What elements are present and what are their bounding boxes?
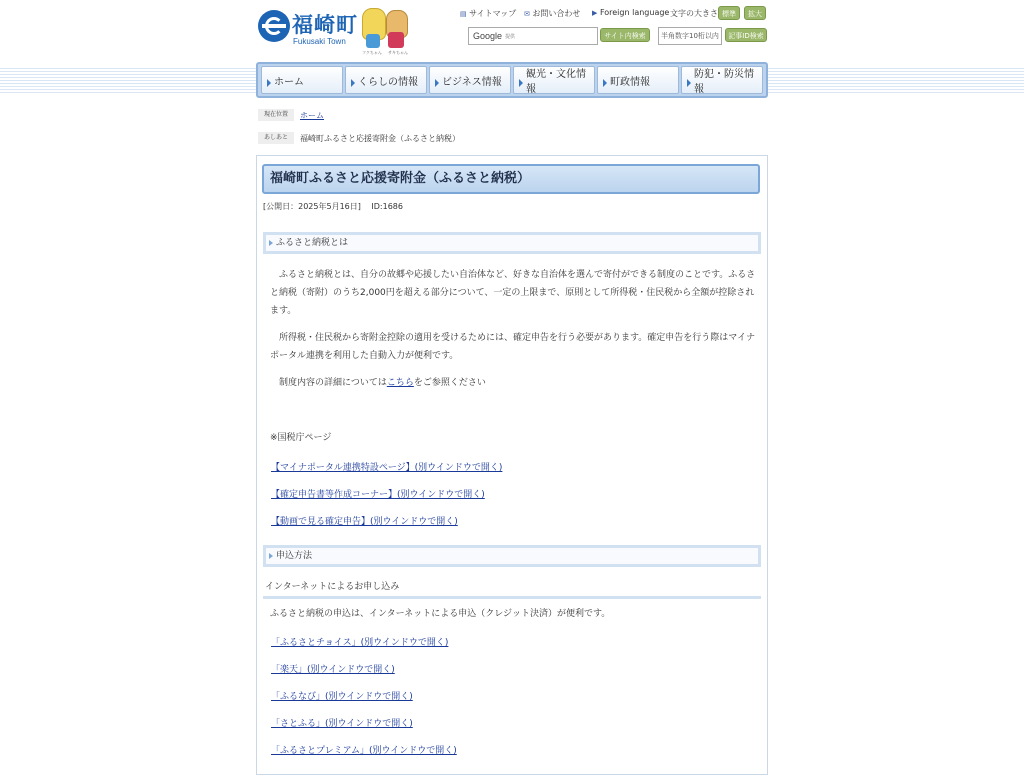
main-content bbox=[256, 155, 768, 775]
about-paragraph-3: 制度内容の詳細についてはこちらをご参照ください bbox=[270, 378, 486, 388]
rakuten-link[interactable]: 「楽天」(別ウインドウで開く) bbox=[271, 665, 395, 675]
about-paragraph-2: 所得税・住民税から寄附金控除の適用を受けるためには、確定申告を行う必要があります。確定申告を行う際はマイナポータル連携を利用した自動入力が便利です。 bbox=[270, 333, 756, 361]
sitemap-link[interactable]: ▤ サイトマップ bbox=[460, 9, 517, 18]
mascot-caption: フクちゃん bbox=[362, 50, 382, 55]
town-name[interactable]: 福崎町 bbox=[292, 13, 358, 37]
sitemap-icon: ▤ bbox=[460, 10, 467, 18]
site-search-input[interactable] bbox=[468, 27, 598, 45]
triangle-right-icon: ▶ bbox=[592, 9, 598, 17]
mail-icon: ✉ bbox=[524, 10, 530, 18]
text-size-label: 文字の大きさ bbox=[670, 9, 718, 18]
contact-link[interactable]: ✉ お問い合わせ bbox=[524, 9, 581, 18]
apply-paragraph: ふるさと納税の申込は、インターネットによる申込（クレジット決済）が便利です。 bbox=[270, 609, 611, 619]
text-size-standard-button[interactable]: 標準 bbox=[718, 6, 740, 20]
mascot-image bbox=[360, 4, 410, 54]
tax-return-link[interactable]: 【確定申告書等作成コーナー】(別ウインドウで開く) bbox=[271, 490, 485, 500]
furusato-premium-link[interactable]: 「ふるさとプレミアム」(別ウインドウで開く) bbox=[271, 746, 457, 756]
nav-item-tourism[interactable]: 観光・文化情報 bbox=[513, 66, 595, 94]
town-name-english: Fukusaki Town bbox=[293, 37, 346, 46]
article-id-search-button[interactable]: 記事ID検索 bbox=[725, 28, 767, 42]
nav-item-home[interactable]: ホーム bbox=[261, 66, 343, 94]
mascot-caption: サキちゃん bbox=[388, 50, 408, 55]
site-header bbox=[256, 0, 768, 64]
text-size-large-button[interactable]: 拡大 bbox=[744, 6, 766, 20]
nav-item-government[interactable]: 町政情報 bbox=[597, 66, 679, 94]
town-logo-icon[interactable] bbox=[258, 10, 290, 42]
nav-item-business[interactable]: ビジネス情報 bbox=[429, 66, 511, 94]
about-paragraph-1: ふるさと納税とは、自分の故郷や応援したい自治体など、好きな自治体を選んで寄付ができる制度のことです。ふるさと納税（寄附）のうち2,000円を超える部分について、一定の上限まで、原則として所得税・住民税から全額が控除されます。 bbox=[270, 270, 756, 316]
google-logo: Google bbox=[473, 31, 503, 41]
page-title: 福崎町ふるさと応援寄附金（ふるさと納税） bbox=[262, 164, 760, 194]
current-location-label: 現在位置 bbox=[258, 109, 294, 121]
nav-item-safety[interactable]: 防犯・防災情報 bbox=[681, 66, 763, 94]
article-id-input[interactable]: 半角数字10桁以内 bbox=[658, 27, 722, 45]
breadcrumb-home-link[interactable]: ホーム bbox=[300, 111, 324, 120]
section-heading-apply: 申込方法 bbox=[263, 545, 761, 567]
furusato-choice-link[interactable]: 「ふるさとチョイス」(別ウインドウで開く) bbox=[271, 638, 449, 648]
google-provided-label: 提供 bbox=[505, 34, 516, 40]
section-heading-about: ふるさと納税とは bbox=[263, 232, 761, 254]
satofull-link[interactable]: 「さとふる」(別ウインドウで開く) bbox=[271, 719, 413, 729]
publish-meta: [公開日：2025年5月16日] ID:1686 bbox=[263, 202, 403, 211]
tax-agency-label: ※国税庁ページ bbox=[270, 433, 332, 443]
furunavi-link[interactable]: 「ふるなび」(別ウインドウで開く) bbox=[271, 692, 413, 702]
subheading-internet: インターネットによるお申し込み bbox=[263, 579, 761, 599]
details-link[interactable]: こちら bbox=[386, 378, 414, 388]
nav-item-living[interactable]: くらしの情報 bbox=[345, 66, 427, 94]
global-nav bbox=[256, 62, 768, 98]
site-search-button[interactable]: サイト内検索 bbox=[600, 28, 650, 42]
tax-video-link[interactable]: 【動画で見る確定申告】(別ウインドウで開く) bbox=[271, 517, 458, 527]
myna-portal-link[interactable]: 【マイナポータル連携特設ページ】(別ウインドウで開く) bbox=[271, 463, 503, 473]
foreign-language-link[interactable]: ▶ Foreign language bbox=[592, 8, 670, 17]
footprint-text: 福崎町ふるさと応援寄附金（ふるさと納税） bbox=[300, 134, 460, 143]
footprint-label: あしあと bbox=[258, 132, 294, 144]
